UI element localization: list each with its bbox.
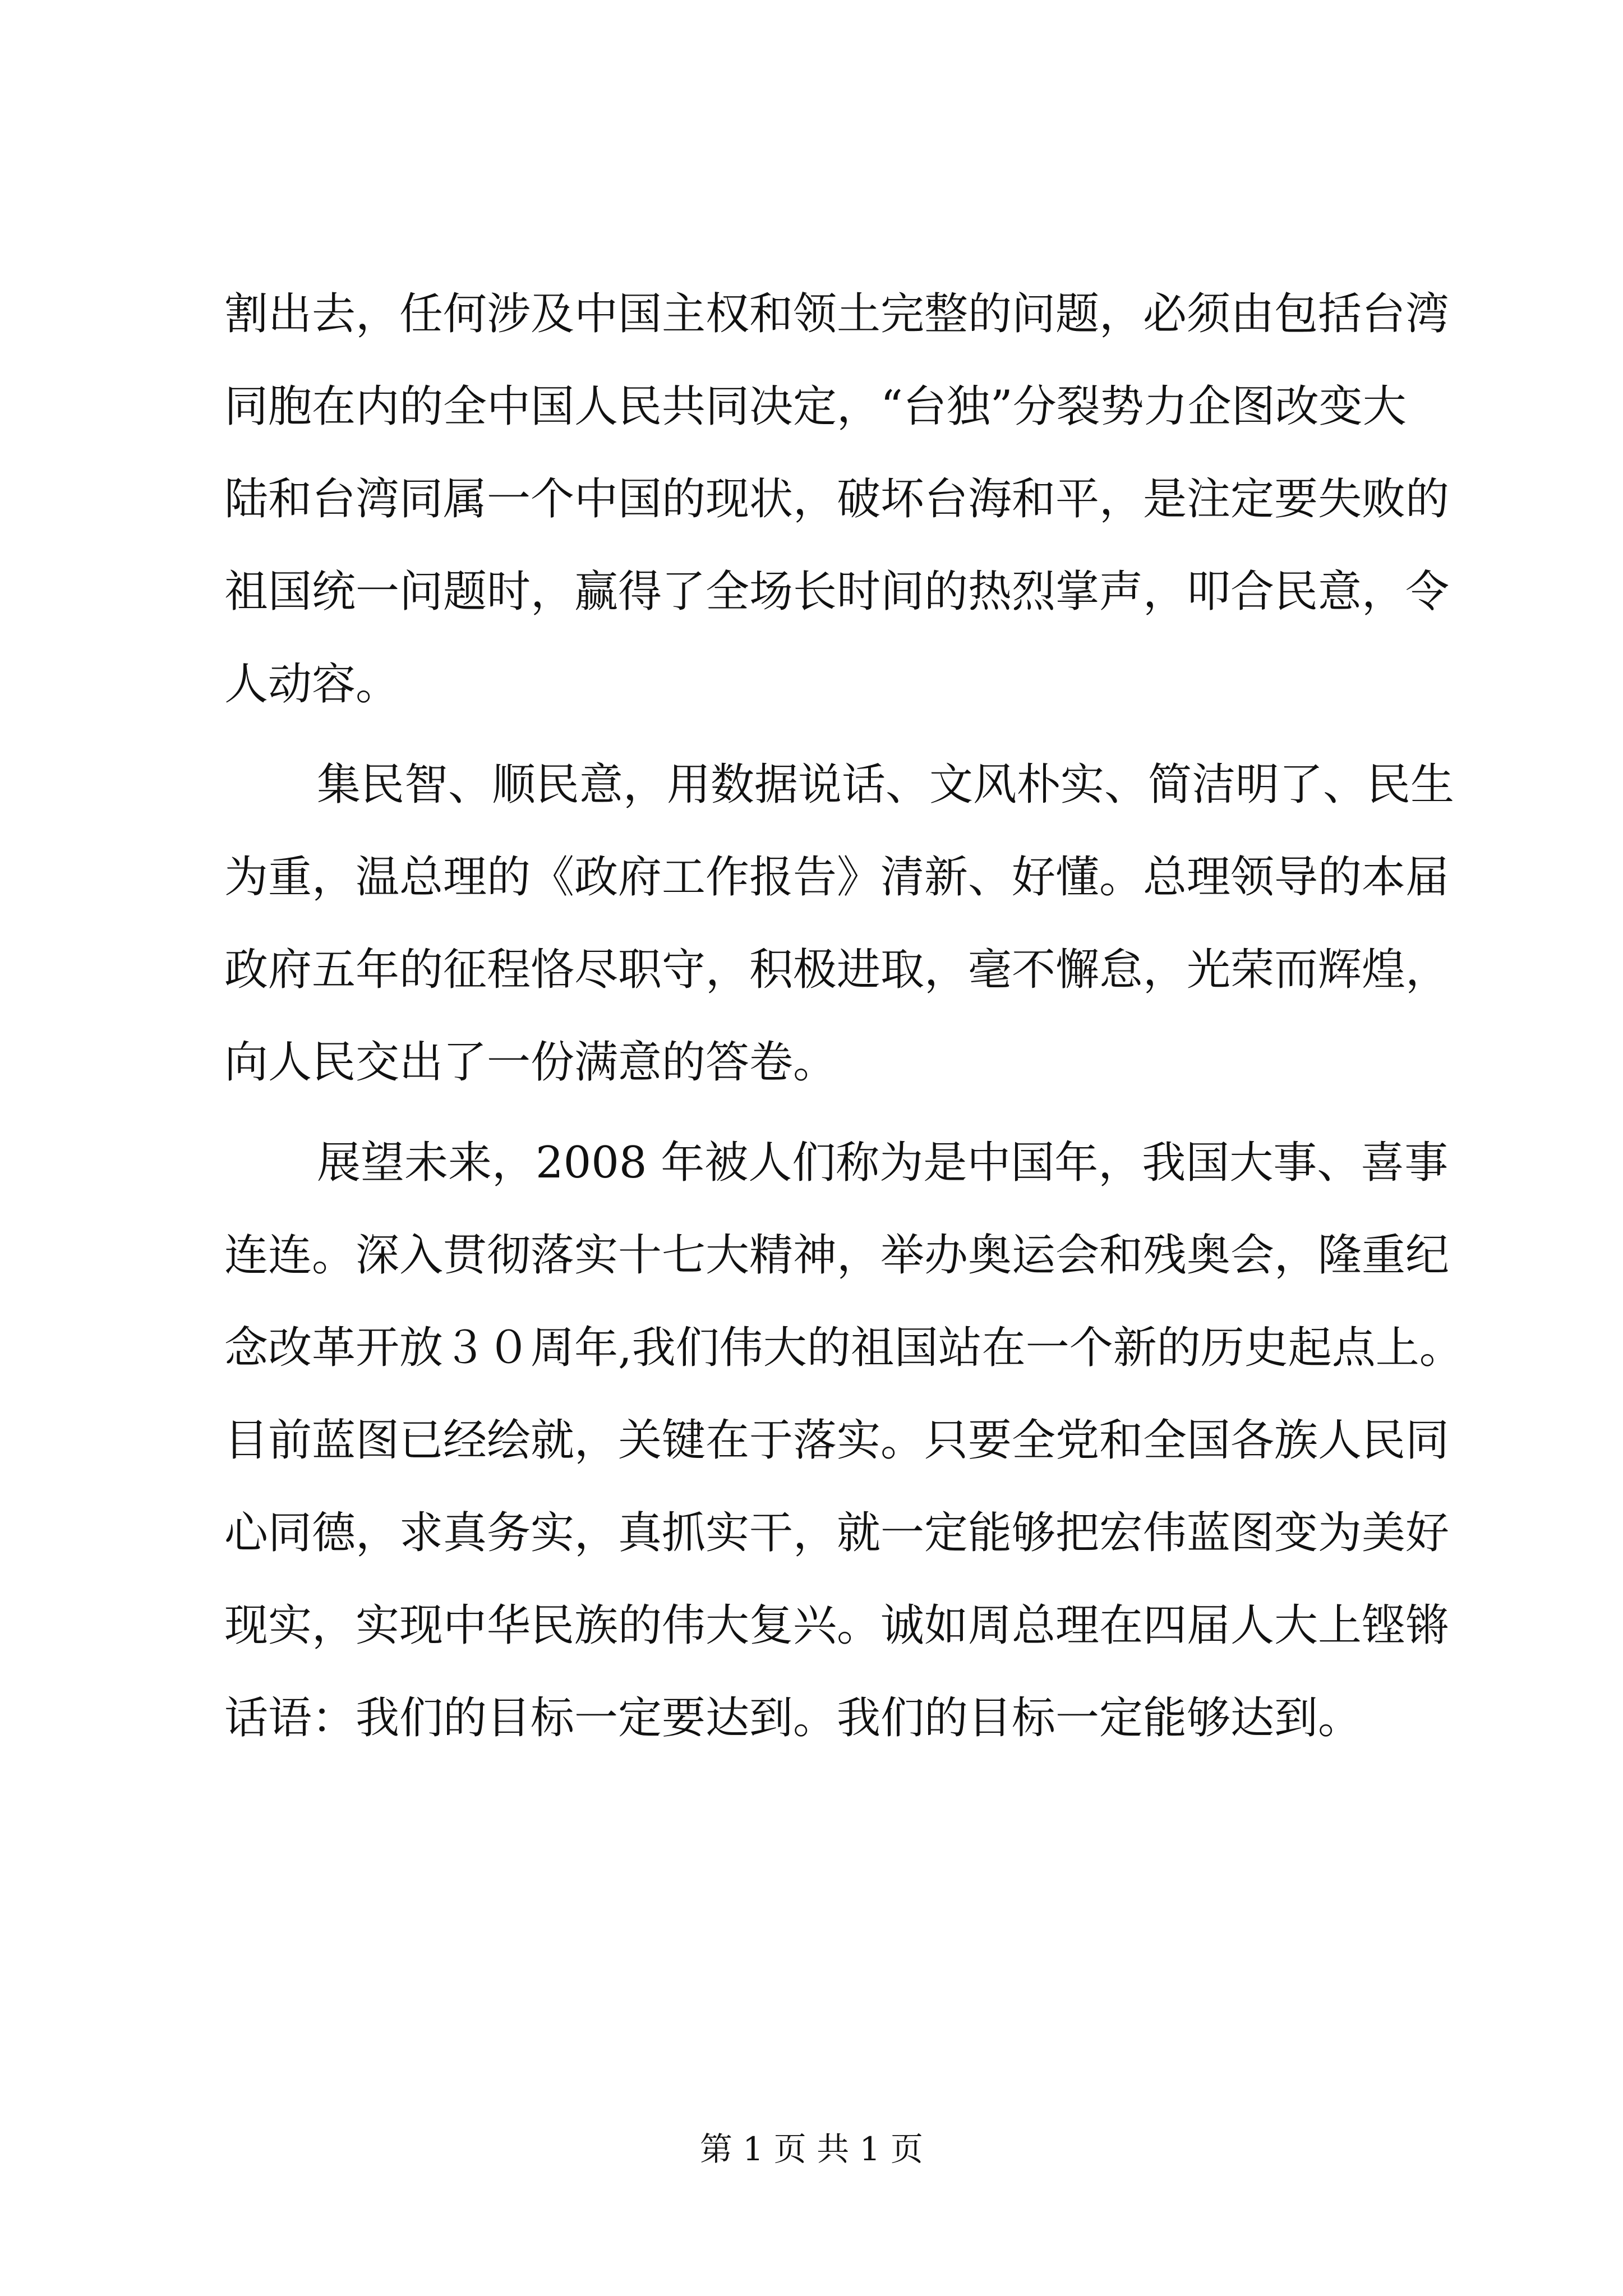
text-line: 话语：我们的目标一定要达到。我们的目标一定能够达到。: [224, 1693, 1362, 1743]
text-line: 集民智、顺民意，用数据说话、文风朴实、简洁明了、民生: [317, 760, 1455, 810]
text-line: 割出去，任何涉及中国主权和领土完整的问题，必须由包括台湾: [224, 289, 1450, 339]
paragraph-spacer: [224, 731, 1447, 739]
page-number-label: 第 1 页 共 1 页: [700, 2130, 923, 2168]
text-line: 现实，实现中华民族的伟大复兴。诚如周总理在四届人大上铿锵: [224, 1600, 1450, 1651]
text-line: 为重，温总理的《政府工作报告》清新、好懂。总理领导的本届: [224, 852, 1450, 903]
text-line: 同胞在内的全中国人民共同决定，“台独”分裂势力企图改变大: [224, 381, 1407, 432]
paragraph-spacer: [224, 1109, 1447, 1117]
paragraph-3: [224, 1117, 1463, 1765]
text-line: 心同德，求真务实，真抓实干，就一定能够把宏伟蓝图变为美好: [224, 1508, 1450, 1558]
paragraph-2: [224, 739, 1455, 1109]
text-line: 念改革开放３０周年,我们伟大的祖国站在一个新的历史起点上。: [224, 1323, 1463, 1373]
text-line: 人动容。: [224, 659, 400, 710]
text-line: 目前蓝图已经绘就，关键在于落实。只要全党和全国各族人民同: [224, 1415, 1450, 1466]
text-line: 连连。深入贯彻落实十七大精神，举办奥运会和残奥会，隆重纪: [224, 1230, 1450, 1281]
page-footer: [0, 2129, 1623, 2169]
text-line: 向人民交出了一份满意的答卷。: [224, 1037, 837, 1088]
paragraph-1: [224, 268, 1450, 731]
text-line: 政府五年的征程恪尽职守，积极进取，毫不懈怠，光荣而辉煌，: [224, 945, 1450, 995]
text-line: 陆和台湾同属一个中国的现状，破坏台海和平，是注定要失败的: [224, 474, 1450, 524]
text-line: 展望未来，2008 年被人们称为是中国年，我国大事、喜事: [317, 1138, 1449, 1188]
text-line: 祖国统一问题时，赢得了全场长时间的热烈掌声，叩合民意，令: [224, 567, 1450, 617]
document-body: [224, 268, 1463, 1765]
